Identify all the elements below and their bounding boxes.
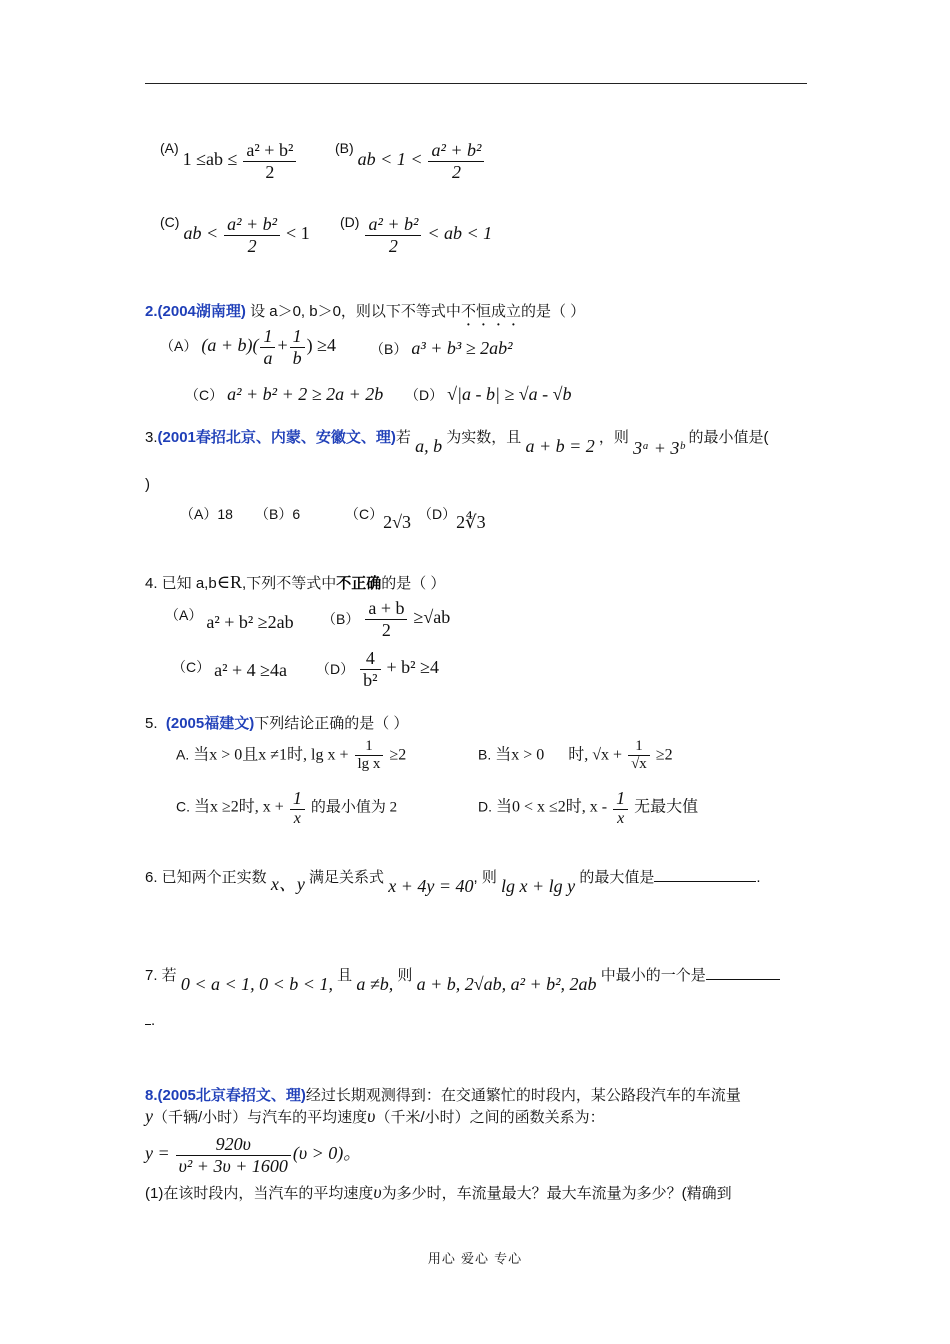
q8-part1: (1)在该时段内，当汽车的平均速度υ为多少时，车流量最大？最大车流量为多少？(精确到	[145, 1182, 732, 1202]
q2-a-frac1: $\frac{1}{a}$	[260, 326, 275, 368]
q1-option-d: (D) $\frac{\text{a² + b²}}{2}$ < ab < 1	[340, 214, 493, 256]
q5-option-a: A. 当x > 0且x ≠1时, lg x + $\frac{1}{\text{lg x}}$ ≥2	[176, 738, 407, 773]
header-rule	[145, 83, 807, 84]
page-footer: 用心 爱心 专心	[427, 1252, 523, 1267]
q3-stem: 3.(2001春招北京、内蒙、安徽文、理)若 a, b 为实数，且 a + b = 2 ，则 3ᵃ + 3ᵇ 的最小值是(	[145, 429, 769, 458]
q5-option-b: B. 当x > 0 时, √x + $\frac{1}{√x}$ ≥2	[478, 738, 673, 773]
q2-a-frac2: $\frac{1}{b}$	[290, 326, 305, 368]
q1-option-b: (B) ab < 1 < $\frac{\text{a² + b²}}{2}$	[335, 140, 486, 182]
q7-blank-cont: .	[145, 1012, 155, 1029]
q7-answer-blank[interactable]	[706, 979, 780, 980]
q5-d-fraction: $\frac{1}{x}$	[613, 788, 628, 828]
q4-b-fraction: $\frac{a + b}{2}$	[365, 598, 407, 640]
q2-option-c: （C） a² + b² + 2 ≥ 2a + 2b	[185, 384, 384, 404]
q3-stem-cont: )	[145, 476, 150, 493]
q6-answer-blank[interactable]	[654, 881, 756, 882]
q5-b-fraction: $\frac{1}{√x}$	[628, 738, 650, 774]
q3-option-d: （D）2∜3	[418, 506, 486, 532]
q8-stem-line2: y（千辆/小时）与汽车的平均速度υ（千米/小时）之间的函数关系为：	[145, 1106, 605, 1126]
q3-option-b: （B）6	[255, 506, 301, 522]
q4-option-d: （D） $\frac{4}{\text{b²}}$ + b² ≥4	[316, 648, 439, 690]
q1-c-fraction: $\frac{\text{a² + b²}}{2}$	[224, 214, 280, 256]
q6-stem: 6. 已知两个正实数 x、y 满足关系式 x + 4y = 40, 则 lg x + lg y 的最大值是 .	[145, 869, 761, 896]
q1-option-c: (C) ab < $\frac{\text{a² + b²}}{2}$ < 1	[160, 214, 310, 256]
q5-a-fraction: $\frac{1}{\text{lg x}}$	[355, 738, 384, 774]
q5-stem: 5. (2005福建文)下列结论正确的是（ ）	[145, 715, 409, 732]
q3-option-a: （A）18	[180, 506, 233, 522]
q8-formula: y = $\frac{920\upsilon}{\text{υ² + 3υ + 1600}}$ (υ > 0)。	[145, 1134, 362, 1176]
q1-a-fraction: $\frac{\text{a² + b²}}{2}$	[243, 140, 296, 182]
q8-formula-fraction: $\frac{920\upsilon}{\text{υ² + 3υ + 1600}}$	[176, 1134, 291, 1176]
q1-d-fraction: $\frac{\text{a² + b²}}{2}$	[365, 214, 421, 256]
q8-stem: 8.(2005北京春招文、理)经过长期观测得到：在交通繁忙的时段内，某公路段汽车的车流量	[145, 1087, 741, 1104]
q2-option-b: （B） a³ + b³ ≥ 2ab²	[370, 338, 513, 358]
q4-option-b: （B） $\frac{a + b}{2}$ ≥√ab	[322, 598, 451, 640]
q7-stem: 7. 若 0 < a < 1, 0 < b < 1, 且 a ≠b, 则 a + b, 2√ab, a² + b², 2ab 中最小的一个是	[145, 964, 780, 985]
q5-option-d: D. 当0 < x ≤2时, x - $\frac{1}{x}$ 无最大值	[478, 788, 699, 827]
q4-d-fraction: $\frac{4}{\text{b²}}$	[360, 648, 380, 690]
q4-option-a: （A） a² + b² ≥2ab	[165, 607, 294, 632]
q3-option-c: （C）2√3	[345, 506, 412, 532]
q5-c-fraction: $\frac{1}{x}$	[290, 788, 305, 828]
q2-option-d: （D） √|a - b| ≥ √a - √b	[405, 384, 572, 404]
q1-b-fraction: $\frac{\text{a² + b²}}{2}$	[428, 140, 484, 182]
q1-option-a: (A) 1 ≤ab ≤ $\frac{\text{a² + b²}}{2}$	[160, 140, 298, 182]
q4-option-c: （C） a² + 4 ≥4a	[172, 659, 288, 680]
q5-option-c: C. 当x ≥2时, x + $\frac{1}{x}$ 的最小值为 2	[176, 788, 398, 827]
q2-stem: 2.(2004湖南理) 设 a＞0, b＞0，则以下不等式中不恒成立的是（ ）	[145, 303, 586, 320]
q2-option-a: （A） (a + b)( $\frac{1}{a}$ + $\frac{1}{b}$ ) ≥4	[160, 326, 337, 368]
q4-stem: 4. 已知 a,b∈R,下列不等式中不正确的是（ ）	[145, 572, 446, 592]
